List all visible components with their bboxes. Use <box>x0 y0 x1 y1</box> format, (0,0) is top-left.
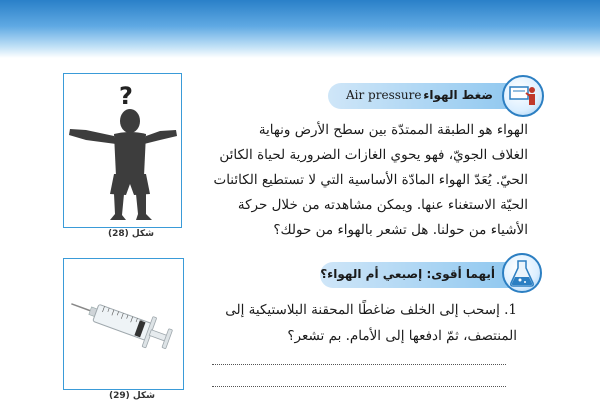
person-board-icon <box>502 75 544 117</box>
question-line: 1. إسحب إلى الخلف ضاغطًا المحقنة البلاستيكية إلى <box>225 302 517 318</box>
section-title-english: Air pressure <box>346 88 422 102</box>
answer-line[interactable] <box>212 364 506 365</box>
section-header-air-pressure <box>328 83 528 109</box>
child-silhouette-icon <box>64 74 180 226</box>
figure-28-caption: شكل (28) <box>108 229 155 239</box>
section1-paragraph <box>213 118 528 243</box>
paragraph-line: الغلاف الجويّ، فهو يحوي الغازات الضرورية لحياة الكائن <box>219 147 528 163</box>
activity-title: أيهما أقوى: إصبعي أم الهواء؟ <box>320 267 495 281</box>
figure-29-caption: شكل (29) <box>109 391 156 401</box>
flask-icon <box>502 253 542 293</box>
top-header-band <box>0 0 600 58</box>
paragraph-line: الحيّ. يُعَدّ الهواء المادّة الأساسية التي لا تستطيع الكائنات <box>213 172 528 188</box>
paragraph-line: الحيّة الاستغناء عنها. ويمكن مشاهدته من خلال حركة <box>237 197 528 213</box>
paragraph-line: الهواء هو الطبقة الممتدّة بين سطح الأرض ونهاية <box>258 122 528 138</box>
question-mark: ? <box>119 82 133 110</box>
section-header-activity <box>320 262 525 288</box>
activity-question <box>225 297 517 349</box>
answer-line[interactable] <box>212 386 506 387</box>
figure-29-frame <box>63 258 184 390</box>
section-title-arabic: ضغط الهواء <box>423 88 493 102</box>
figure-28-frame <box>63 73 182 228</box>
paragraph-line: الأشياء من حولنا. هل تشعر بالهواء من حولك؟ <box>273 222 528 238</box>
question-line: المنتصف، ثمّ ادفعها إلى الأمام. بم تشعر؟ <box>287 328 517 344</box>
syringe-icon <box>64 259 182 388</box>
